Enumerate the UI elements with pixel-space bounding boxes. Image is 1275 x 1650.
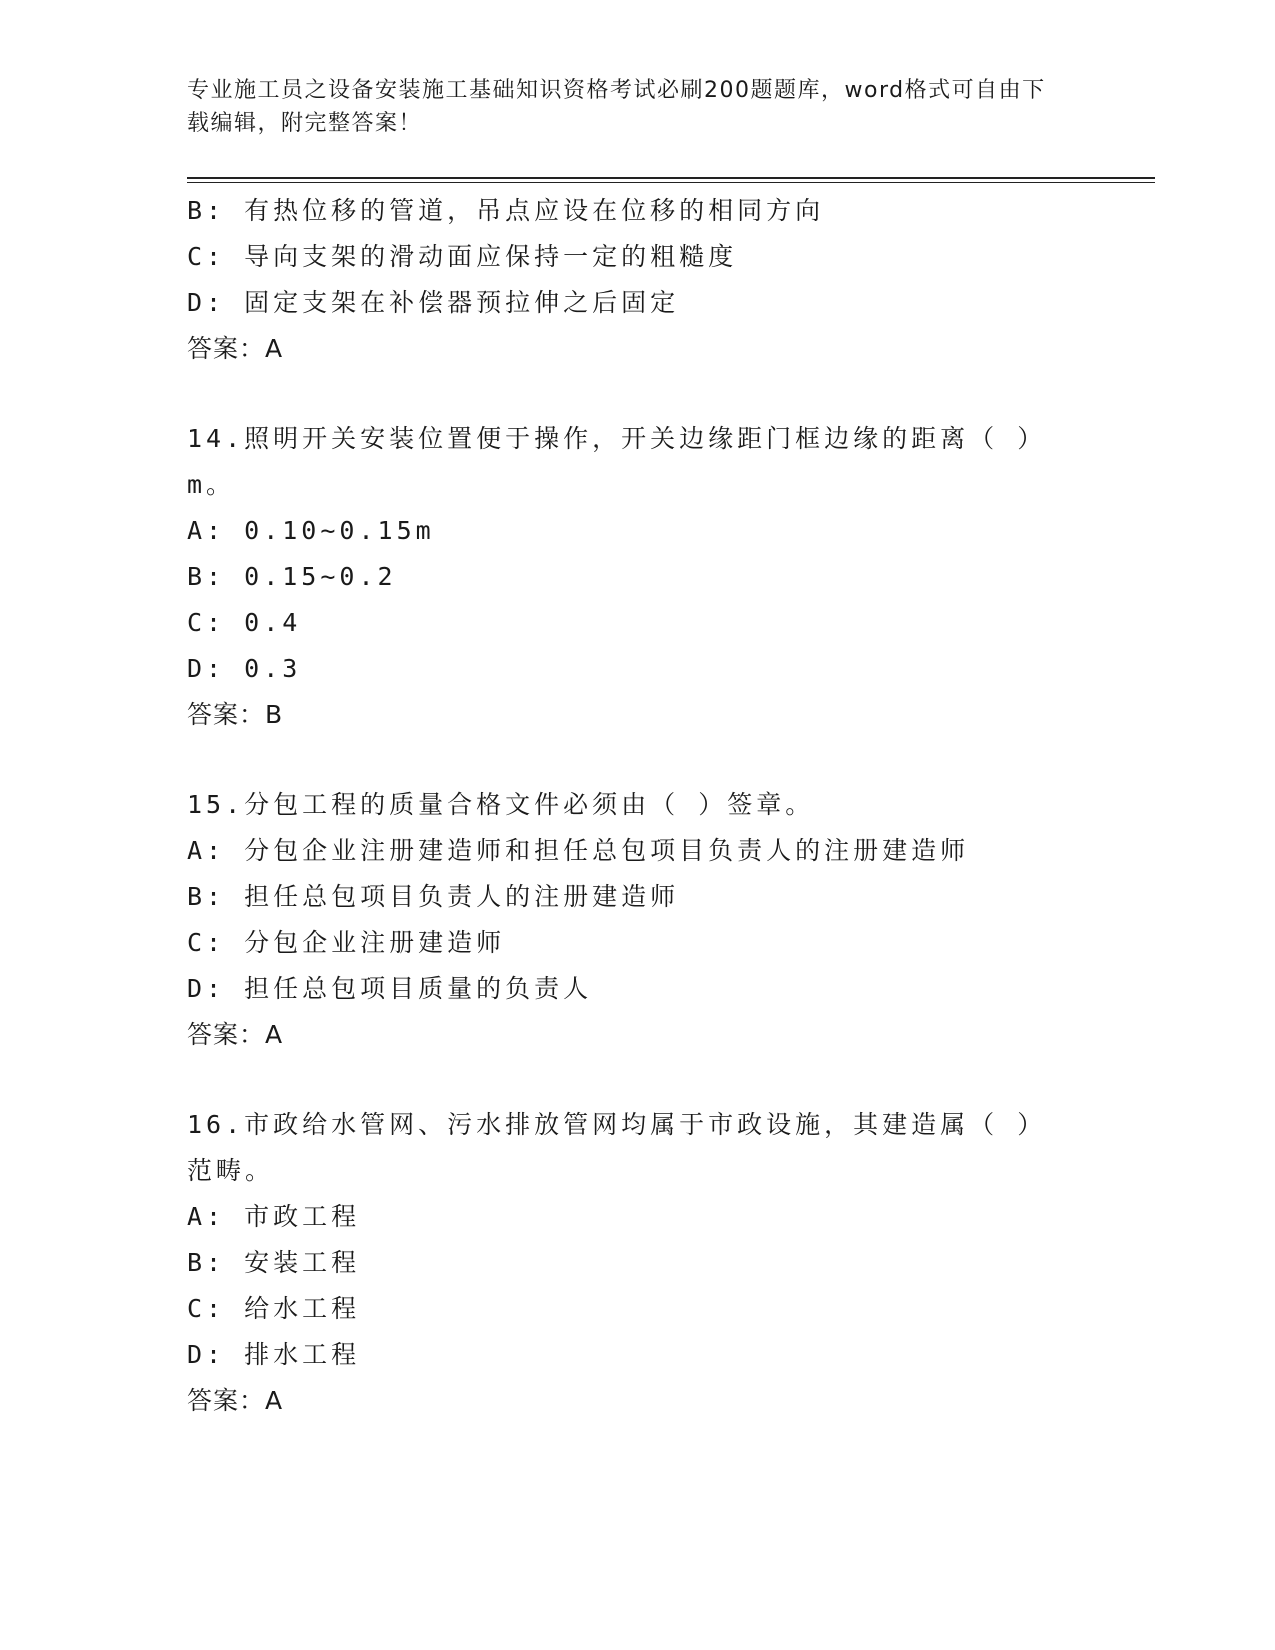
header-rule-thin xyxy=(187,182,1155,183)
answer-line: 答案：B xyxy=(187,700,284,729)
option-b: B: 安装工程 xyxy=(187,1248,361,1277)
option-a: A: 0.10~0.15m xyxy=(187,516,435,545)
answer-line: 答案：A xyxy=(187,1020,284,1049)
block-spacer xyxy=(187,1058,1067,1102)
question-text: 16.市政给水管网、污水排放管网均属于市政设施，其建造属（ ）范畴。 xyxy=(187,1110,1047,1185)
block-spacer xyxy=(187,738,1067,782)
option-d: D: 担任总包项目质量的负责人 xyxy=(187,974,593,1003)
question-list xyxy=(187,188,1067,1424)
question-text: 15.分包工程的质量合格文件必须由（ ）签章。 xyxy=(187,790,815,819)
header-rule-thick xyxy=(187,177,1155,179)
option-d: D: 排水工程 xyxy=(187,1340,361,1369)
answer-line: 答案：A xyxy=(187,334,284,363)
question-block-14 xyxy=(187,416,1067,738)
option-b: B: 有热位移的管道，吊点应设在位移的相同方向 xyxy=(187,196,825,225)
option-b: B: 0.15~0.2 xyxy=(187,562,397,591)
question-block-15 xyxy=(187,782,1067,1058)
option-a: A: 市政工程 xyxy=(187,1202,361,1231)
option-b: B: 担任总包项目负责人的注册建造师 xyxy=(187,882,680,911)
option-c: C: 分包企业注册建造师 xyxy=(187,928,506,957)
option-d: D: 固定支架在补偿器预拉伸之后固定 xyxy=(187,288,680,317)
block-spacer xyxy=(187,372,1067,416)
option-c: C: 0.4 xyxy=(187,608,302,637)
question-block-13 xyxy=(187,188,1067,372)
option-c: C: 导向支架的滑动面应保持一定的粗糙度 xyxy=(187,242,738,271)
answer-line: 答案：A xyxy=(187,1386,284,1415)
option-d: D: 0.3 xyxy=(187,654,302,683)
document-header: 专业施工员之设备安装施工基础知识资格考试必刷200题题库，word格式可自由下载编辑，附完整答案！ xyxy=(187,78,1046,136)
question-text: 14.照明开关安装位置便于操作，开关边缘距门框边缘的距离（ ）m。 xyxy=(187,424,1047,499)
question-block-16 xyxy=(187,1102,1067,1424)
option-c: C: 给水工程 xyxy=(187,1294,361,1323)
option-a: A: 分包企业注册建造师和担任总包项目负责人的注册建造师 xyxy=(187,836,970,865)
